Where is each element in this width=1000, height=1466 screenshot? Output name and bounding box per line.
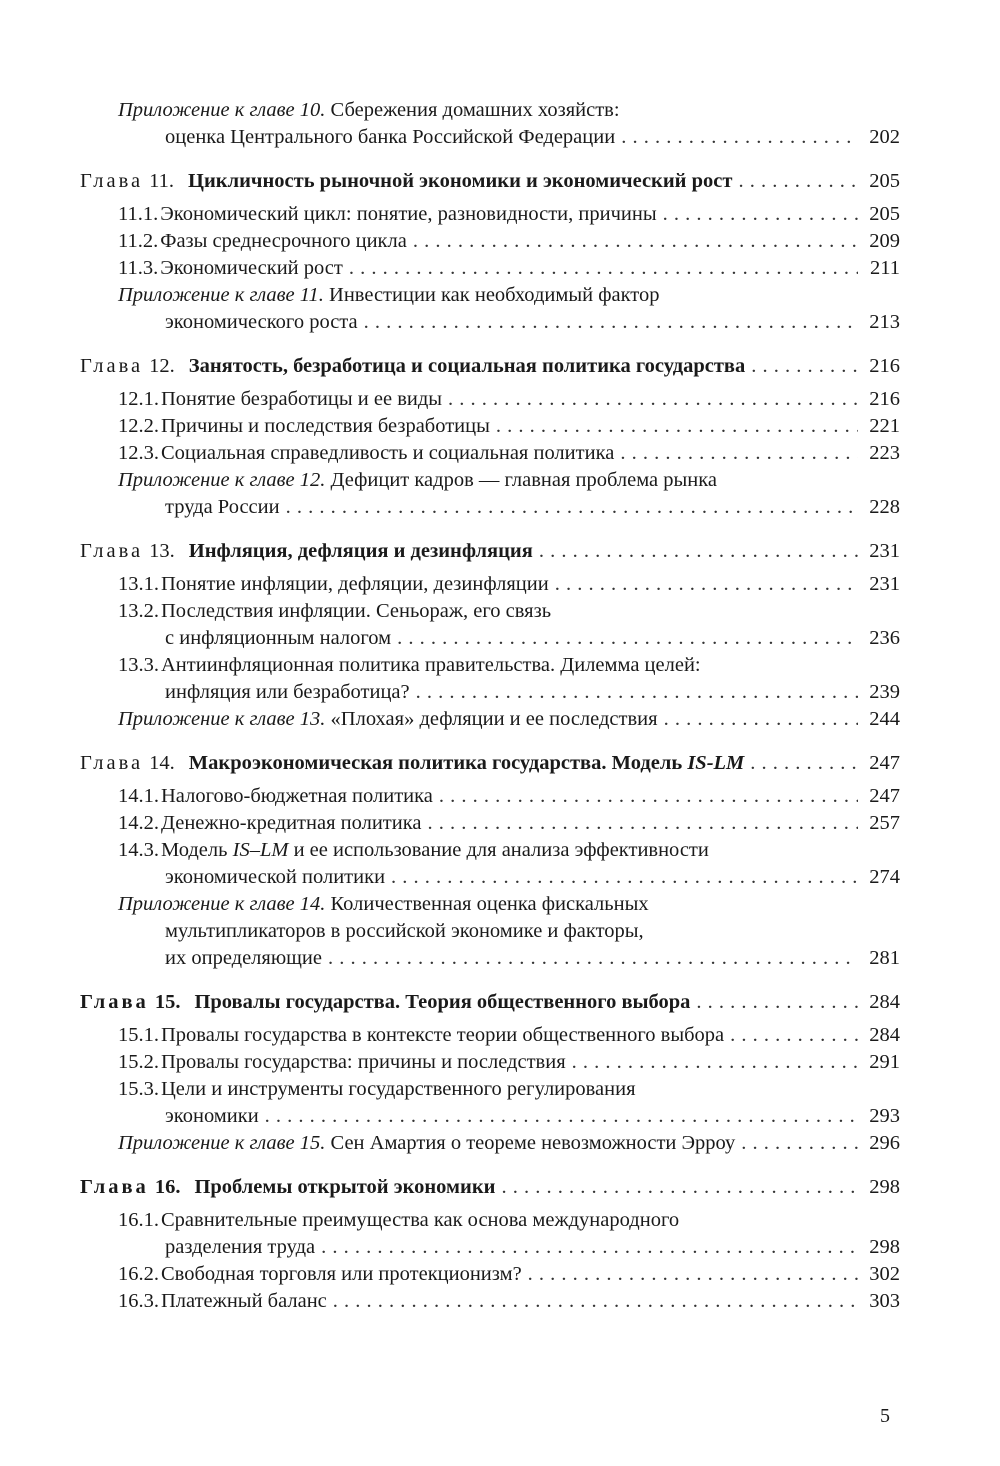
page-ref: 274: [869, 866, 900, 888]
chapter-title: Макроэкономическая политика государства. Модель: [188, 752, 688, 774]
page-ref: 216: [869, 388, 900, 410]
entry-text: [118, 386, 442, 413]
dot-leader: [349, 255, 858, 282]
entry-title: экономического роста: [165, 311, 358, 333]
entry-text: [165, 494, 280, 521]
entry-title: Понятие инфляции, дефляции, дезинфляции: [161, 573, 549, 595]
toc-line: [80, 810, 900, 837]
page-ref: 244: [869, 708, 900, 730]
chapter-number: 15.: [154, 991, 181, 1013]
entry-text: [118, 598, 551, 625]
entry-text: [118, 201, 657, 228]
toc-section-entry[interactable]: [80, 1207, 900, 1261]
dot-leader: [328, 945, 858, 972]
page-ref: 205: [869, 203, 900, 225]
entry-title: Сравнительные преимущества как основа международного: [161, 1209, 680, 1231]
page-number: 5: [880, 1405, 890, 1427]
entry-text: [118, 467, 717, 494]
entry-text: [80, 538, 533, 565]
entry-title: разделения труда: [165, 1236, 316, 1258]
toc-line: [80, 353, 900, 380]
toc-line: [80, 783, 900, 810]
entry-text: [118, 1130, 735, 1157]
entry-title: Модель: [161, 839, 233, 861]
page-ref: 247: [869, 752, 900, 774]
entry-text: [118, 652, 701, 679]
toc-section-entry[interactable]: [80, 810, 900, 837]
toc-line: [80, 1288, 900, 1315]
chapter-label: Глава: [80, 991, 149, 1013]
entry-text: [118, 413, 490, 440]
entry-text: [165, 309, 358, 336]
chapter-number: 14.: [149, 752, 175, 774]
entry-title: оценка Центрального банка Российской Федерации: [165, 126, 616, 148]
toc-line: [80, 309, 900, 336]
entry-title: Социальная справедливость и социальная политика: [161, 442, 615, 464]
page-ref: 236: [869, 627, 900, 649]
chapter-title: Цикличность рыночной экономики и экономический рост: [188, 170, 733, 192]
section-number: 12.2.: [118, 415, 159, 437]
toc-line: [80, 413, 900, 440]
page-ref: 223: [869, 442, 900, 464]
section-number: 12.1.: [118, 388, 159, 410]
page-ref: 284: [869, 1024, 900, 1046]
toc-line: [80, 1261, 900, 1288]
entry-title: Провалы государства в контексте теории общественного выбора: [161, 1024, 725, 1046]
page-ref: 231: [869, 540, 900, 562]
entry-text: [118, 571, 549, 598]
toc-section-entry[interactable]: [80, 1288, 900, 1315]
toc-line: [80, 598, 900, 625]
page-ref: 303: [869, 1290, 900, 1312]
entry-text: [80, 750, 744, 777]
section-number: 11.1.: [118, 203, 159, 225]
toc-line: [80, 1049, 900, 1076]
entry-title: Антиинфляционная политика правительства. Дилемма целей:: [161, 654, 701, 676]
page-ref: 298: [869, 1176, 900, 1198]
chapter-label: Глава: [80, 170, 144, 192]
section-number: 11.2.: [118, 230, 159, 252]
appendix-label: Приложение к главе 12.: [118, 469, 326, 491]
entry-title: Экономический рост: [160, 257, 343, 279]
page-ref: 213: [869, 311, 900, 333]
entry-title: Дефицит кадров — главная проблема рынка: [330, 469, 718, 491]
toc-section-entry[interactable]: [80, 1022, 900, 1049]
section-number: 13.3.: [118, 654, 159, 676]
toc-line: [80, 679, 900, 706]
dot-leader: [751, 353, 858, 380]
dot-leader: [664, 706, 858, 733]
entry-title: Платежный баланс: [161, 1290, 327, 1312]
toc-appendix-entry[interactable]: [80, 97, 900, 151]
dot-leader: [496, 413, 858, 440]
entry-title: Денежно-кредитная политика: [161, 812, 422, 834]
appendix-label: Приложение к главе 13.: [118, 708, 326, 730]
entry-text: [80, 353, 745, 380]
entry-title: Последствия инфляции. Сеньораж, его связь: [161, 600, 552, 622]
dot-leader: [750, 750, 858, 777]
entry-title: Сен Амартия о теореме невозможности Эрроу: [330, 1132, 736, 1154]
toc-line: [80, 228, 900, 255]
entry-text: [165, 679, 410, 706]
appendix-label: Приложение к главе 10.: [118, 99, 326, 121]
entry-title: Причины и последствия безработицы: [161, 415, 490, 437]
page-ref: 231: [869, 573, 900, 595]
entry-text: [118, 706, 658, 733]
toc-line: [80, 891, 900, 918]
entry-text: [118, 1022, 724, 1049]
dot-leader: [738, 168, 858, 195]
entry-title: с инфляционным налогом: [165, 627, 392, 649]
entry-text: [118, 1207, 679, 1234]
toc-section-entry[interactable]: [80, 837, 900, 891]
toc-line: [80, 837, 900, 864]
toc-section-entry[interactable]: [80, 201, 900, 228]
toc-line: [80, 255, 900, 282]
dot-leader: [663, 201, 858, 228]
entry-title: мультипликаторов в российской экономике и факторы,: [165, 920, 644, 942]
entry-title: Свободная торговля или протекционизм?: [161, 1263, 522, 1285]
entry-title: Понятие безработицы и ее виды: [161, 388, 443, 410]
page-ref: 216: [869, 355, 900, 377]
entry-text: [118, 440, 614, 467]
entry-title: IS–LM: [232, 839, 289, 861]
toc-line: [80, 750, 900, 777]
toc-line: [80, 706, 900, 733]
dot-leader: [416, 679, 858, 706]
dot-leader: [427, 810, 858, 837]
toc-line: [80, 124, 900, 151]
chapter-title: IS-LM: [687, 752, 745, 774]
dot-leader: [501, 1174, 858, 1201]
toc-line: [80, 1174, 900, 1201]
toc-chapter-entry[interactable]: [80, 750, 900, 777]
entry-title: Количественная оценка фискальных: [330, 893, 649, 915]
toc-line: [80, 1022, 900, 1049]
page-ref: 296: [869, 1132, 900, 1154]
appendix-label: Приложение к главе 11.: [118, 284, 324, 306]
page-ref: 239: [869, 681, 900, 703]
page-ref: 284: [869, 991, 900, 1013]
entry-text: [118, 1261, 522, 1288]
entry-text: [80, 989, 690, 1016]
entry-text: [118, 1049, 566, 1076]
toc-appendix-entry[interactable]: [80, 467, 900, 521]
dot-leader: [741, 1130, 858, 1157]
entry-title: экономики: [165, 1105, 259, 1127]
dot-leader: [539, 538, 858, 565]
entry-title: и ее использование для анализа эффективности: [288, 839, 709, 861]
toc-section-entry[interactable]: [80, 440, 900, 467]
entry-title: экономической политики: [165, 866, 386, 888]
toc-section-entry[interactable]: [80, 571, 900, 598]
entry-title: труда России: [165, 496, 280, 518]
dot-leader: [696, 989, 858, 1016]
page-ref: 247: [869, 785, 900, 807]
entry-text: [118, 228, 407, 255]
entry-title: инфляция или безработица?: [165, 681, 410, 703]
page-ref: 228: [869, 496, 900, 518]
entry-title: Цели и инструменты государственного регулирования: [161, 1078, 636, 1100]
toc-line: [80, 652, 900, 679]
toc-chapter-entry[interactable]: [80, 353, 900, 380]
toc-line: [80, 945, 900, 972]
section-number: 15.1.: [118, 1024, 159, 1046]
toc-chapter-entry[interactable]: [80, 168, 900, 195]
entry-text: [118, 891, 649, 918]
chapter-title: Занятость, безработица и социальная политика государства: [188, 355, 746, 377]
toc-line: [80, 918, 900, 945]
dot-leader: [364, 309, 858, 336]
toc-appendix-entry[interactable]: [80, 706, 900, 733]
toc-line: [80, 467, 900, 494]
page-ref: 302: [869, 1263, 900, 1285]
dot-leader: [555, 571, 858, 598]
toc-line: [80, 1130, 900, 1157]
section-number: 11.3.: [118, 257, 159, 279]
page-ref: 257: [869, 812, 900, 834]
section-number: 14.1.: [118, 785, 159, 807]
entry-title: Провалы государства: причины и последствия: [161, 1051, 566, 1073]
appendix-label: Приложение к главе 14.: [118, 893, 326, 915]
toc-line: [80, 97, 900, 124]
appendix-label: Приложение к главе 15.: [118, 1132, 326, 1154]
chapter-title: Проблемы открытой экономики: [194, 1176, 496, 1198]
entry-title: Инвестиции как необходимый фактор: [329, 284, 660, 306]
entry-text: [118, 1076, 636, 1103]
toc-line: [80, 1076, 900, 1103]
page-ref: 202: [869, 126, 900, 148]
entry-title: Налогово-бюджетная политика: [161, 785, 433, 807]
entry-title: «Плохая» дефляции и ее последствия: [330, 708, 658, 730]
toc-line: [80, 538, 900, 565]
dot-leader: [621, 124, 858, 151]
toc-line: [80, 1234, 900, 1261]
page-ref: 281: [869, 947, 900, 969]
dot-leader: [528, 1261, 858, 1288]
page-ref: 291: [869, 1051, 900, 1073]
section-number: 16.2.: [118, 1263, 159, 1285]
dot-leader: [397, 625, 858, 652]
entry-text: [118, 810, 421, 837]
entry-text: [80, 168, 732, 195]
toc-chapter-entry[interactable]: [80, 1174, 900, 1201]
toc-line: [80, 282, 900, 309]
entry-text: [165, 1103, 259, 1130]
toc-section-entry[interactable]: [80, 598, 900, 652]
entry-text: [165, 1234, 315, 1261]
entry-title: их определяющие: [165, 947, 323, 969]
toc-section-entry[interactable]: [80, 1261, 900, 1288]
chapter-label: Глава: [80, 1176, 149, 1198]
entry-title: Фазы среднесрочного цикла: [160, 230, 407, 252]
toc-section-entry[interactable]: [80, 228, 900, 255]
chapter-label: Глава: [80, 540, 144, 562]
dot-leader: [572, 1049, 858, 1076]
entry-text: [118, 783, 433, 810]
chapter-title: Инфляция, дефляция и дезинфляция: [188, 540, 533, 562]
section-number: 13.1.: [118, 573, 159, 595]
dot-leader: [448, 386, 858, 413]
toc-appendix-entry[interactable]: [80, 891, 900, 972]
chapter-number: 13.: [149, 540, 175, 562]
section-number: 13.2.: [118, 600, 159, 622]
dot-leader: [286, 494, 858, 521]
entry-text: [118, 837, 709, 864]
toc-section-entry[interactable]: [80, 386, 900, 413]
dot-leader: [439, 783, 858, 810]
entry-title: Экономический цикл: понятие, разновидности, причины: [160, 203, 657, 225]
toc-line: [80, 168, 900, 195]
toc-line: [80, 571, 900, 598]
toc-line: [80, 386, 900, 413]
page-ref: 298: [869, 1236, 900, 1258]
dot-leader: [265, 1103, 858, 1130]
entry-title: Сбережения домашних хозяйств:: [330, 99, 620, 121]
chapter-number: 12.: [149, 355, 175, 377]
toc-chapter-entry[interactable]: [80, 538, 900, 565]
toc-line: [80, 989, 900, 1016]
dot-leader: [413, 228, 858, 255]
entry-text: [165, 945, 322, 972]
section-number: 16.1.: [118, 1209, 159, 1231]
toc-section-entry[interactable]: [80, 783, 900, 810]
section-number: 12.3.: [118, 442, 159, 464]
toc-appendix-entry[interactable]: [80, 1130, 900, 1157]
toc-section-entry[interactable]: [80, 1049, 900, 1076]
toc-line: [80, 440, 900, 467]
chapter-number: 11.: [149, 170, 175, 192]
toc-line: [80, 494, 900, 521]
toc-section-entry[interactable]: [80, 652, 900, 706]
entry-text: [165, 625, 391, 652]
dot-leader: [321, 1234, 858, 1261]
toc-line: [80, 1103, 900, 1130]
page-ref: 293: [869, 1105, 900, 1127]
dot-leader: [333, 1288, 858, 1315]
chapter-number: 16.: [154, 1176, 181, 1198]
dot-leader: [620, 440, 858, 467]
toc-chapter-entry[interactable]: [80, 989, 900, 1016]
dot-leader: [730, 1022, 858, 1049]
table-of-contents: [80, 97, 900, 1315]
dot-leader: [391, 864, 858, 891]
entry-text: [165, 124, 615, 151]
entry-text: [165, 918, 644, 945]
toc-section-entry[interactable]: [80, 1076, 900, 1130]
section-number: 15.2.: [118, 1051, 159, 1073]
page-ref: 221: [869, 415, 900, 437]
entry-text: [118, 1288, 327, 1315]
entry-text: [118, 97, 620, 124]
section-number: 16.3.: [118, 1290, 159, 1312]
section-number: 14.3.: [118, 839, 159, 861]
section-number: 15.3.: [118, 1078, 159, 1100]
toc-line: [80, 201, 900, 228]
toc-appendix-entry[interactable]: [80, 282, 900, 336]
entry-text: [118, 282, 659, 309]
toc-line: [80, 1207, 900, 1234]
toc-section-entry[interactable]: [80, 255, 900, 282]
toc-line: [80, 864, 900, 891]
page-ref: 211: [870, 257, 900, 279]
chapter-label: Глава: [80, 355, 144, 377]
section-number: 14.2.: [118, 812, 159, 834]
chapter-title: Провалы государства. Теория общественного выбора: [194, 991, 691, 1013]
toc-line: [80, 625, 900, 652]
entry-text: [80, 1174, 495, 1201]
page-ref: 205: [869, 170, 900, 192]
page-ref: 209: [869, 230, 900, 252]
entry-text: [118, 255, 343, 282]
entry-text: [165, 864, 385, 891]
toc-section-entry[interactable]: [80, 413, 900, 440]
chapter-label: Глава: [80, 752, 144, 774]
